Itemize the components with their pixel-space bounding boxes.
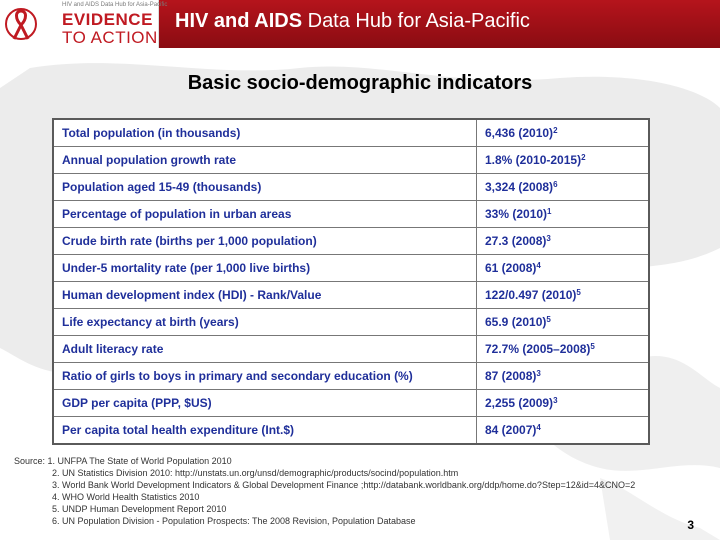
source-ref: 4 bbox=[536, 261, 541, 270]
table-row bbox=[53, 119, 649, 147]
indicator-value bbox=[477, 309, 650, 336]
indicator-label: Percentage of population in urban areas bbox=[53, 201, 477, 228]
header-title-rest: Data Hub for Asia-Pacific bbox=[302, 10, 530, 32]
indicator-label: Total population (in thousands) bbox=[53, 119, 477, 147]
table-row bbox=[53, 417, 649, 445]
indicator-value bbox=[477, 336, 650, 363]
header-title bbox=[175, 10, 530, 33]
indicator-label: GDP per capita (PPP, $US) bbox=[53, 390, 477, 417]
value-text: 72.7% (2005–2008) bbox=[485, 342, 591, 356]
source-ref: 1 bbox=[547, 207, 552, 216]
source-notes bbox=[14, 455, 635, 527]
page-title: Basic socio-demographic indicators bbox=[187, 72, 533, 94]
indicator-value bbox=[477, 119, 650, 147]
source-line: 3. World Bank World Development Indicators & Global Development Finance ;http://databank.worldbank.org/ddp/home.do?Step=12&id=4&CNO=2 bbox=[52, 480, 636, 490]
indicator-value bbox=[477, 228, 650, 255]
source-ref: 3 bbox=[536, 369, 541, 378]
indicator-value bbox=[477, 147, 650, 174]
table-row bbox=[53, 255, 649, 282]
indicator-label: Per capita total health expenditure (Int.$) bbox=[53, 417, 477, 445]
source-ref: 2 bbox=[553, 126, 558, 135]
logo-text-evidence: EVIDENCE bbox=[62, 10, 153, 29]
header-bar bbox=[0, 0, 720, 48]
value-text: 84 (2007) bbox=[485, 423, 537, 437]
value-text: 122/0.497 (2010) bbox=[485, 288, 577, 302]
source-ref: 3 bbox=[553, 396, 558, 405]
indicator-value bbox=[477, 174, 650, 201]
indicator-value bbox=[477, 255, 650, 282]
header-title-bold: HIV and AIDS bbox=[175, 10, 303, 32]
table-row bbox=[53, 282, 649, 309]
indicator-label: Life expectancy at birth (years) bbox=[53, 309, 477, 336]
value-text: 2,255 (2009) bbox=[485, 396, 554, 410]
value-text: 3,324 (2008) bbox=[485, 180, 554, 194]
source-line: 2. UN Statistics Division 2010: http://unstats.un.org/unsd/demographic/products/socind/population.htm bbox=[52, 468, 459, 478]
value-text: 27.3 (2008) bbox=[485, 234, 547, 248]
source-ref: 5 bbox=[546, 315, 551, 324]
table-row bbox=[53, 336, 649, 363]
table-row bbox=[53, 201, 649, 228]
source-ref: 6 bbox=[553, 180, 558, 189]
table-row bbox=[53, 363, 649, 390]
indicator-label: Under-5 mortality rate (per 1,000 live births) bbox=[53, 255, 477, 282]
indicator-label: Adult literacy rate bbox=[53, 336, 477, 363]
value-text: 6,436 (2010) bbox=[485, 126, 554, 140]
table-row bbox=[53, 147, 649, 174]
page-number: 3 bbox=[687, 518, 694, 532]
source-ref: 3 bbox=[546, 234, 551, 243]
indicator-value bbox=[477, 363, 650, 390]
indicator-value bbox=[477, 201, 650, 228]
value-text: 65.9 (2010) bbox=[485, 315, 547, 329]
source-ref: 5 bbox=[590, 342, 595, 351]
source-line: 6. UN Population Division - Population Prospects: The 2008 Revision, Population Database bbox=[52, 516, 416, 526]
indicator-value bbox=[477, 390, 650, 417]
table-row bbox=[53, 309, 649, 336]
logo-tagline: HIV and AIDS Data Hub for Asia-Pacific bbox=[62, 2, 168, 8]
source-ref: 5 bbox=[576, 288, 581, 297]
table-row bbox=[53, 174, 649, 201]
value-text: 87 (2008) bbox=[485, 369, 537, 383]
evidence-to-action-logo[interactable] bbox=[0, 0, 168, 48]
indicator-label: Ratio of girls to boys in primary and secondary education (%) bbox=[53, 363, 477, 390]
logo-text-to-action: TO ACTION bbox=[62, 28, 158, 47]
source-line: 4. WHO World Health Statistics 2010 bbox=[52, 492, 200, 502]
indicator-value bbox=[477, 282, 650, 309]
indicator-label: Human development index (HDI) - Rank/Value bbox=[53, 282, 477, 309]
indicator-value bbox=[477, 417, 650, 445]
table-row bbox=[53, 228, 649, 255]
indicator-label: Population aged 15-49 (thousands) bbox=[53, 174, 477, 201]
value-text: 33% (2010) bbox=[485, 207, 548, 221]
source-line: 5. UNDP Human Development Report 2010 bbox=[52, 504, 227, 514]
indicator-label: Annual population growth rate bbox=[53, 147, 477, 174]
red-ribbon-icon bbox=[5, 3, 37, 45]
table-row bbox=[53, 390, 649, 417]
value-text: 61 (2008) bbox=[485, 261, 537, 275]
source-ref: 4 bbox=[536, 423, 541, 432]
source-line: Source: 1. UNFPA The State of World Population 2010 bbox=[14, 456, 232, 466]
value-text: 1.8% (2010-2015) bbox=[485, 153, 582, 167]
indicator-label: Crude birth rate (births per 1,000 population) bbox=[53, 228, 477, 255]
source-ref: 2 bbox=[581, 153, 586, 162]
indicators-table bbox=[52, 118, 650, 445]
